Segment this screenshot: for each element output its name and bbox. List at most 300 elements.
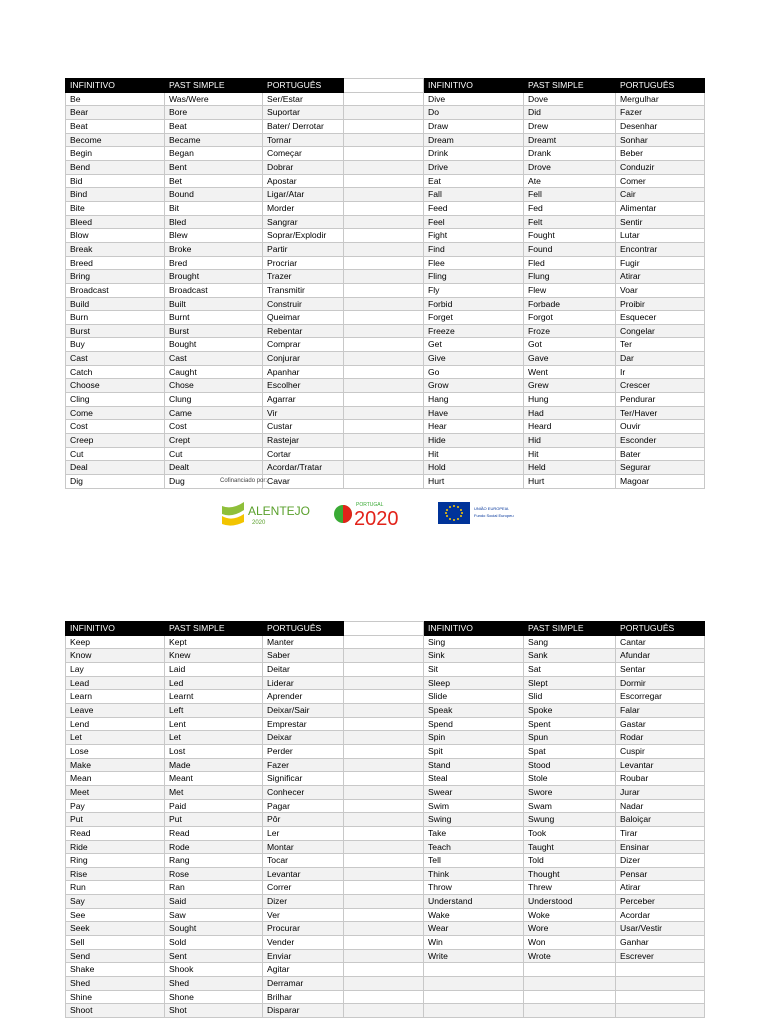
table-row [66,365,705,379]
infinitive-cell: Ride [66,840,165,854]
table-row [66,936,705,950]
header-past-simple: PAST SIMPLE [524,79,616,93]
portuguese-cell: Levantar [263,867,344,881]
past-simple-cell: Bred [165,256,263,270]
table-row [66,963,705,977]
infinitive-cell: Feed [424,201,524,215]
header-portugues: PORTUGUÊS [263,79,344,93]
header-portugues: PORTUGUÊS [616,622,705,636]
portuguese-cell: Desenhar [616,119,705,133]
spacer-cell [344,160,424,174]
portuguese-cell: Suportar [263,106,344,120]
spacer-cell [344,963,424,977]
table-row [66,826,705,840]
portuguese-cell: Bater/ Derrotar [263,119,344,133]
portuguese-cell: Dizer [263,895,344,909]
portuguese-cell: Conhecer [263,785,344,799]
portuguese-cell: Apanhar [263,365,344,379]
alentejo-2020-logo [222,500,322,526]
table-row [66,119,705,133]
spacer-cell [344,174,424,188]
infinitive-cell: Do [424,106,524,120]
spacer-cell [344,447,424,461]
infinitive-cell: Fight [424,229,524,243]
spacer-cell [344,393,424,407]
past-simple-cell: Sought [165,922,263,936]
past-simple-cell: Sent [165,949,263,963]
table-row [66,447,705,461]
portuguese-cell: Deitar [263,662,344,676]
table-row [66,420,705,434]
past-simple-cell: Bought [165,338,263,352]
infinitive-cell: Buy [66,338,165,352]
portuguese-cell: Acordar/Tratar [263,461,344,475]
portuguese-cell: Trazer [263,270,344,284]
portuguese-cell: Rastejar [263,434,344,448]
eu-line2: Fundo Social Europeu [474,513,514,518]
portuguese-cell: Lutar [616,229,705,243]
table-row [66,461,705,475]
past-simple-cell: Rang [165,854,263,868]
infinitive-cell: Cling [66,393,165,407]
past-simple-cell: Paid [165,799,263,813]
portuguese-cell: Dizer [616,854,705,868]
portuguese-cell: Saber [263,649,344,663]
cofunding-logos [220,478,540,528]
infinitive-cell: Fall [424,188,524,202]
past-simple-cell: Swung [524,813,616,827]
table-row [66,690,705,704]
spacer-cell [344,867,424,881]
infinitive-cell: Freeze [424,324,524,338]
portuguese-cell: Montar [263,840,344,854]
infinitive-cell: Put [66,813,165,827]
infinitive-cell: Flee [424,256,524,270]
past-simple-cell: Sat [524,662,616,676]
table-row [66,854,705,868]
table-row [66,922,705,936]
portuguese-cell: Apostar [263,174,344,188]
portuguese-cell: Custar [263,420,344,434]
infinitive-cell: Forget [424,311,524,325]
past-simple-cell: Fled [524,256,616,270]
infinitive-cell: Keep [66,635,165,649]
past-simple-cell: Lent [165,717,263,731]
past-simple-cell: Shone [165,990,263,1004]
infinitive-cell: Build [66,297,165,311]
infinitive-cell: Spit [424,744,524,758]
infinitive-cell: Drink [424,147,524,161]
table-row [66,1004,705,1018]
portuguese-cell: Comer [616,174,705,188]
portugal-2020-logo [334,500,426,526]
spacer-cell [344,895,424,909]
portuguese-cell [616,990,705,1004]
infinitive-cell: Sink [424,649,524,663]
past-simple-cell [524,977,616,991]
past-simple-cell: Threw [524,881,616,895]
past-simple-cell: Spoke [524,703,616,717]
portuguese-cell: Dar [616,352,705,366]
portuguese-cell: Sangrar [263,215,344,229]
infinitive-cell: Broadcast [66,283,165,297]
infinitive-cell: Bid [66,174,165,188]
past-simple-cell: Had [524,406,616,420]
spacer-cell [344,936,424,950]
table-row [66,908,705,922]
infinitive-cell: Bring [66,270,165,284]
spacer-cell [344,840,424,854]
infinitive-cell: Sing [424,635,524,649]
infinitive-cell: Shoot [66,1004,165,1018]
infinitive-cell: Speak [424,703,524,717]
infinitive-cell: Hurt [424,475,524,489]
past-simple-cell: Brought [165,270,263,284]
past-simple-cell: Forbade [524,297,616,311]
infinitive-cell: Say [66,895,165,909]
spacer-cell [344,813,424,827]
header-portugues: PORTUGUÊS [263,622,344,636]
infinitive-cell: Burst [66,324,165,338]
table-row [66,676,705,690]
portuguese-cell: Tocar [263,854,344,868]
infinitive-cell: Sleep [424,676,524,690]
spacer-cell [344,785,424,799]
portuguese-cell: Emprestar [263,717,344,731]
infinitive-cell: Rise [66,867,165,881]
portuguese-cell: Correr [263,881,344,895]
spacer-cell [344,406,424,420]
spacer-cell [344,1004,424,1018]
spacer-cell [344,297,424,311]
past-simple-cell: Bled [165,215,263,229]
table-row [66,949,705,963]
infinitive-cell: Meet [66,785,165,799]
past-simple-cell: Slid [524,690,616,704]
portuguese-cell: Dobrar [263,160,344,174]
past-simple-cell: Spat [524,744,616,758]
past-simple-cell: Sank [524,649,616,663]
eu-line1: UNIÃO EUROPEIA [474,506,509,511]
infinitive-cell: Cast [66,352,165,366]
table-row [66,635,705,649]
table-row [66,352,705,366]
spacer-cell [344,676,424,690]
table-row [66,324,705,338]
past-simple-cell: Spent [524,717,616,731]
portuguese-cell: Alimentar [616,201,705,215]
spacer-cell [344,324,424,338]
spacer-cell [344,881,424,895]
infinitive-cell: Dream [424,133,524,147]
past-simple-cell: Burnt [165,311,263,325]
portuguese-cell: Encontrar [616,242,705,256]
past-simple-cell: Laid [165,662,263,676]
past-simple-cell: Beat [165,119,263,133]
past-simple-cell: Built [165,297,263,311]
portuguese-cell: Escorregar [616,690,705,704]
table-row [66,649,705,663]
portuguese-cell: Procriar [263,256,344,270]
past-simple-cell: Became [165,133,263,147]
spacer-cell [344,242,424,256]
table-row [66,297,705,311]
past-simple-cell: Hid [524,434,616,448]
infinitive-cell: Lose [66,744,165,758]
portuguese-cell: Atirar [616,881,705,895]
infinitive-cell [424,990,524,1004]
pt-year: 2020 [354,508,399,526]
infinitive-cell: Breed [66,256,165,270]
infinitive-cell: Lend [66,717,165,731]
spacer-cell [344,434,424,448]
spacer-cell [344,270,424,284]
portuguese-cell: Sentir [616,215,705,229]
spacer-cell [344,922,424,936]
past-simple-cell: Broke [165,242,263,256]
table-row [66,256,705,270]
infinitive-cell: Dig [66,475,165,489]
portuguese-cell: Escrever [616,949,705,963]
infinitive-cell: Beat [66,119,165,133]
spacer-cell [344,990,424,1004]
spacer-cell [344,690,424,704]
past-simple-cell: Wrote [524,949,616,963]
header-infinitivo: INFINITIVO [66,79,165,93]
spacer-cell [344,338,424,352]
alentejo-year: 2020 [252,520,266,526]
past-simple-cell: Said [165,895,263,909]
past-simple-cell: Grew [524,379,616,393]
infinitive-cell [424,1004,524,1018]
portuguese-cell: Sonhar [616,133,705,147]
spacer-cell [344,744,424,758]
past-simple-cell: Broadcast [165,283,263,297]
header-infinitivo: INFINITIVO [66,622,165,636]
spacer-cell [344,649,424,663]
spacer-cell [344,420,424,434]
past-simple-cell: Found [524,242,616,256]
portuguese-cell: Beber [616,147,705,161]
table-row [66,840,705,854]
past-simple-cell: Bent [165,160,263,174]
portuguese-cell: Queimar [263,311,344,325]
table-row [66,147,705,161]
verbs-table-2 [65,621,705,1018]
table-row [66,785,705,799]
table-row [66,434,705,448]
portuguese-cell: Sentar [616,662,705,676]
portuguese-cell: Mergulhar [616,92,705,106]
past-simple-cell: Dove [524,92,616,106]
past-simple-cell: Dreamt [524,133,616,147]
portuguese-cell: Pendurar [616,393,705,407]
portuguese-cell: Deixar/Sair [263,703,344,717]
infinitive-cell: Lay [66,662,165,676]
infinitive-cell: Learn [66,690,165,704]
portuguese-cell: Fugir [616,256,705,270]
past-simple-cell: Forgot [524,311,616,325]
table-row [66,813,705,827]
infinitive-cell: Fly [424,283,524,297]
past-simple-cell: Put [165,813,263,827]
past-simple-cell: Drew [524,119,616,133]
portuguese-cell: Construir [263,297,344,311]
past-simple-cell: Lost [165,744,263,758]
table-row [66,270,705,284]
portuguese-cell: Roubar [616,772,705,786]
portuguese-cell: Deixar [263,731,344,745]
infinitive-cell: Become [66,133,165,147]
portuguese-cell: Cortar [263,447,344,461]
past-simple-cell: Bore [165,106,263,120]
past-simple-cell: Fell [524,188,616,202]
infinitive-cell: Swim [424,799,524,813]
infinitive-cell: Draw [424,119,524,133]
table-row [66,867,705,881]
portuguese-cell: Baloiçar [616,813,705,827]
spacer-cell [344,106,424,120]
past-simple-cell: Shot [165,1004,263,1018]
infinitive-cell: Get [424,338,524,352]
spacer-cell [344,826,424,840]
portuguese-cell: Pensar [616,867,705,881]
past-simple-cell: Got [524,338,616,352]
portuguese-cell: Procurar [263,922,344,936]
portuguese-cell: Ensinar [616,840,705,854]
past-simple-cell: Shed [165,977,263,991]
table-row [66,731,705,745]
spacer-cell [344,461,424,475]
verbs-table-1 [65,78,705,489]
infinitive-cell: Break [66,242,165,256]
portuguese-cell: Aprender [263,690,344,704]
portuguese-cell: Tornar [263,133,344,147]
portuguese-cell: Rebentar [263,324,344,338]
infinitive-cell: Tell [424,854,524,868]
portuguese-cell: Vir [263,406,344,420]
table-row [66,311,705,325]
portuguese-cell: Ter [616,338,705,352]
portuguese-cell: Crescer [616,379,705,393]
past-simple-cell: Gave [524,352,616,366]
infinitive-cell: Think [424,867,524,881]
table-row [66,283,705,297]
table-row [66,174,705,188]
portuguese-cell: Conjurar [263,352,344,366]
table-row [66,799,705,813]
infinitive-cell: Make [66,758,165,772]
portuguese-cell: Comprar [263,338,344,352]
infinitive-cell: Go [424,365,524,379]
infinitive-cell: Hide [424,434,524,448]
past-simple-cell: Heard [524,420,616,434]
table-row [66,242,705,256]
infinitive-cell: Feel [424,215,524,229]
infinitive-cell: Let [66,731,165,745]
infinitive-cell: Read [66,826,165,840]
portuguese-cell [616,1004,705,1018]
past-simple-cell: Left [165,703,263,717]
infinitive-cell: Hold [424,461,524,475]
portuguese-cell: Ver [263,908,344,922]
infinitive-cell: Write [424,949,524,963]
spacer-cell [344,977,424,991]
spacer-cell [344,283,424,297]
portuguese-cell: Ligar/Atar [263,188,344,202]
infinitive-cell: Catch [66,365,165,379]
eu-flag-logo [438,502,528,524]
table-row [66,977,705,991]
table-row [66,160,705,174]
past-simple-cell: Fought [524,229,616,243]
past-simple-cell: Hung [524,393,616,407]
portuguese-cell [616,963,705,977]
past-simple-cell: Flew [524,283,616,297]
past-simple-cell: Hurt [524,475,616,489]
infinitive-cell: Give [424,352,524,366]
past-simple-cell: Read [165,826,263,840]
table-row [66,717,705,731]
portuguese-cell [616,977,705,991]
table-row [66,106,705,120]
past-simple-cell: Did [524,106,616,120]
header-infinitivo: INFINITIVO [424,622,524,636]
past-simple-cell: Clung [165,393,263,407]
past-simple-cell: Came [165,406,263,420]
infinitive-cell: Leave [66,703,165,717]
infinitive-cell: Be [66,92,165,106]
past-simple-cell: Saw [165,908,263,922]
infinitive-cell: Forbid [424,297,524,311]
past-simple-cell: Made [165,758,263,772]
portuguese-cell: Cantar [616,635,705,649]
past-simple-cell: Rose [165,867,263,881]
alentejo-text: ALENTEJO [248,504,311,518]
portuguese-cell: Começar [263,147,344,161]
portuguese-cell: Disparar [263,1004,344,1018]
infinitive-cell: Run [66,881,165,895]
infinitive-cell: Cost [66,420,165,434]
table-row [66,338,705,352]
portuguese-cell: Liderar [263,676,344,690]
infinitive-cell: Spend [424,717,524,731]
portuguese-cell: Dormir [616,676,705,690]
portuguese-cell: Agitar [263,963,344,977]
infinitive-cell: Slide [424,690,524,704]
portuguese-cell: Nadar [616,799,705,813]
past-simple-cell: Knew [165,649,263,663]
portuguese-cell: Voar [616,283,705,297]
table-row [66,133,705,147]
past-simple-cell: Bound [165,188,263,202]
infinitive-cell: Swing [424,813,524,827]
infinitive-cell: Shine [66,990,165,1004]
infinitive-cell: Spin [424,731,524,745]
past-simple-cell: Began [165,147,263,161]
past-simple-cell: Wore [524,922,616,936]
infinitive-cell: Find [424,242,524,256]
table-row [66,406,705,420]
portugal-text: PORTUGAL [356,502,384,508]
past-simple-cell: Burst [165,324,263,338]
portuguese-cell: Partir [263,242,344,256]
spacer-cell [344,854,424,868]
table-row [66,393,705,407]
spacer-cell [344,717,424,731]
past-simple-cell: Sold [165,936,263,950]
past-simple-cell: Told [524,854,616,868]
